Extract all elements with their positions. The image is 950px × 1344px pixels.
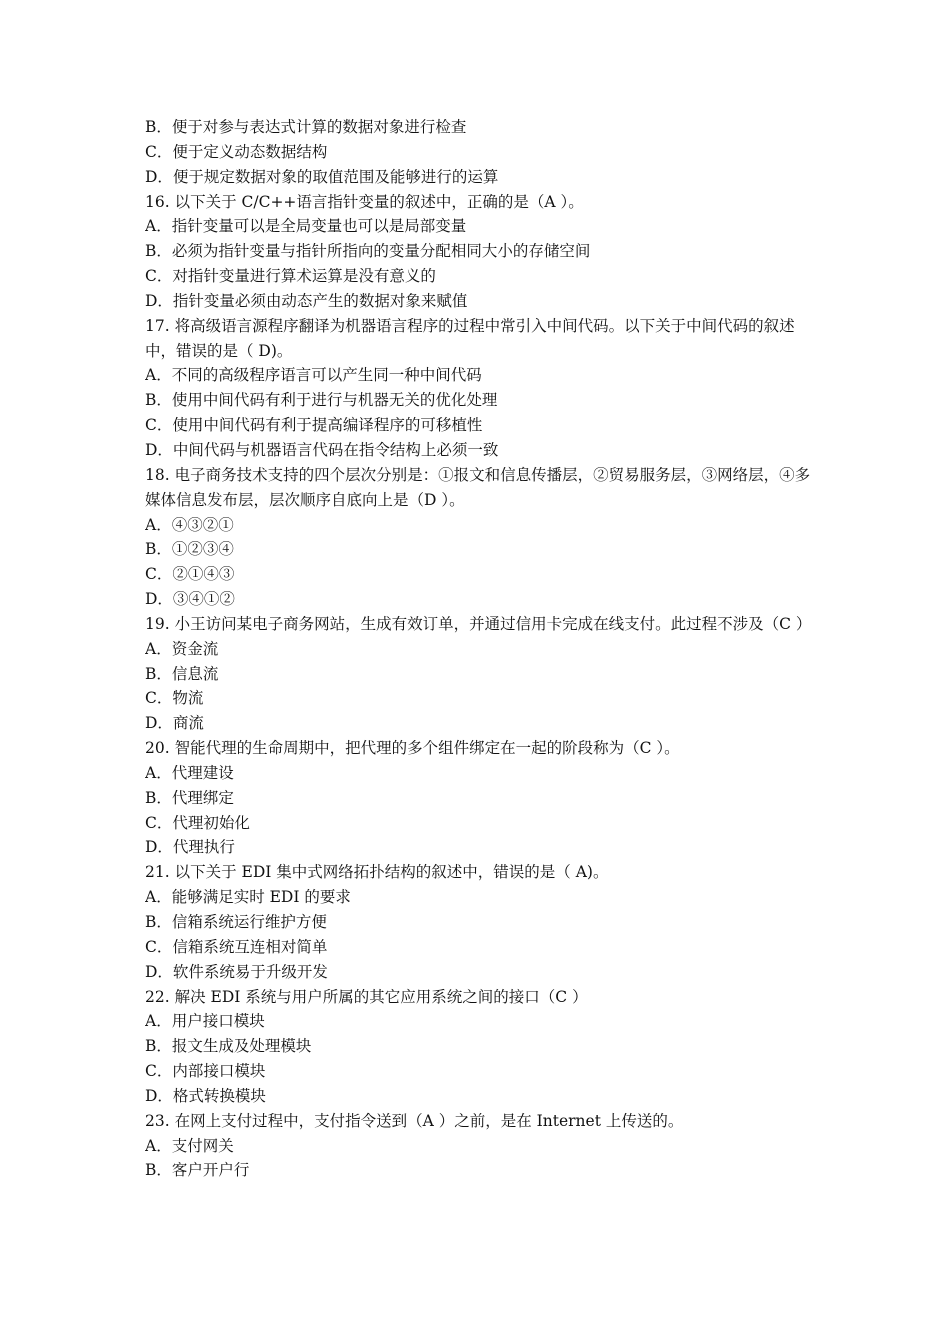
question-text: 22. 解决 EDI 系统与用户所属的其它应用系统之间的接口（C ） [145,987,588,1006]
answer-option: C．便于定义动态数据结构 [145,142,328,161]
answer-option: C．物流 [145,689,204,708]
answer-option: B．代理绑定 [145,788,234,807]
answer-option: A．④③②① [145,515,234,534]
answer-option: A．用户接口模块 [145,1012,265,1031]
answer-option: D．便于规定数据对象的取值范围及能够进行的运算 [145,167,499,186]
question-text: 19. 小王访问某电子商务网站，生成有效订单，并通过信用卡完成在线支付。此过程不涉及（C ） [145,614,812,633]
answer-option: A．能够满足实时 EDI 的要求 [145,888,351,907]
exam-questions [145,115,815,1183]
answer-option: B．信息流 [145,664,219,683]
answer-option: A．支付网关 [145,1136,234,1155]
answer-option: C．内部接口模块 [145,1062,266,1081]
answer-option: C．②①④③ [145,565,235,584]
answer-option: B．报文生成及处理模块 [145,1037,312,1056]
answer-option: D．软件系统易于升级开发 [145,962,328,981]
answer-option: D．中间代码与机器语言代码在指令结构上必须一致 [145,440,499,459]
answer-option: B．信箱系统运行维护方便 [145,913,327,931]
answer-option: A．资金流 [145,639,219,658]
question-text: 16. 以下关于 C/C++语言指针变量的叙述中，正确的是（A ）。 [145,192,584,211]
answer-option: D．代理执行 [145,838,235,857]
answer-option: B．必须为指针变量与指针所指向的变量分配相同大小的存储空间 [145,242,591,261]
question-text: 18. 电子商务技术支持的四个层次分别是：①报文和信息传播层，②贸易服务层，③网络层，④多媒体信息发布层，层次顺序自底向上是（D ）。 [145,465,811,509]
answer-option: D．商流 [145,714,204,733]
answer-option: C．信箱系统互连相对简单 [145,937,328,956]
question-text: 23. 在网上支付过程中，支付指令送到（A ）之前，是在 Internet 上传送的。 [145,1111,684,1130]
answer-option: C．代理初始化 [145,813,250,832]
answer-option: A．代理建设 [145,763,234,782]
answer-option: C．使用中间代码有利于提高编译程序的可移植性 [145,416,483,435]
answer-option: B．便于对参与表达式计算的数据对象进行检查 [145,118,467,136]
question-text: 17. 将高级语言源程序翻译为机器语言程序的过程中常引入中间代码。以下关于中间代码的叙述中，错误的是（ D)。 [145,316,795,360]
answer-option: B．使用中间代码有利于进行与机器无关的优化处理 [145,391,498,410]
answer-option: B．①②③④ [145,540,234,559]
answer-option: D．格式转换模块 [145,1086,266,1105]
question-text: 20. 智能代理的生命周期中，把代理的多个组件绑定在一起的阶段称为（C ）。 [145,739,680,758]
answer-option: D．指针变量必须由动态产生的数据对象来赋值 [145,291,468,310]
answer-option: C．对指针变量进行算术运算是没有意义的 [145,267,436,286]
answer-option: A．指针变量可以是全局变量也可以是局部变量 [145,217,467,236]
answer-option: B．客户开户行 [145,1161,250,1180]
question-text: 21. 以下关于 EDI 集中式网络拓扑结构的叙述中，错误的是（ A)。 [145,863,609,882]
answer-option: D．③④①② [145,590,235,609]
answer-option: A．不同的高级程序语言可以产生同一种中间代码 [145,366,482,385]
